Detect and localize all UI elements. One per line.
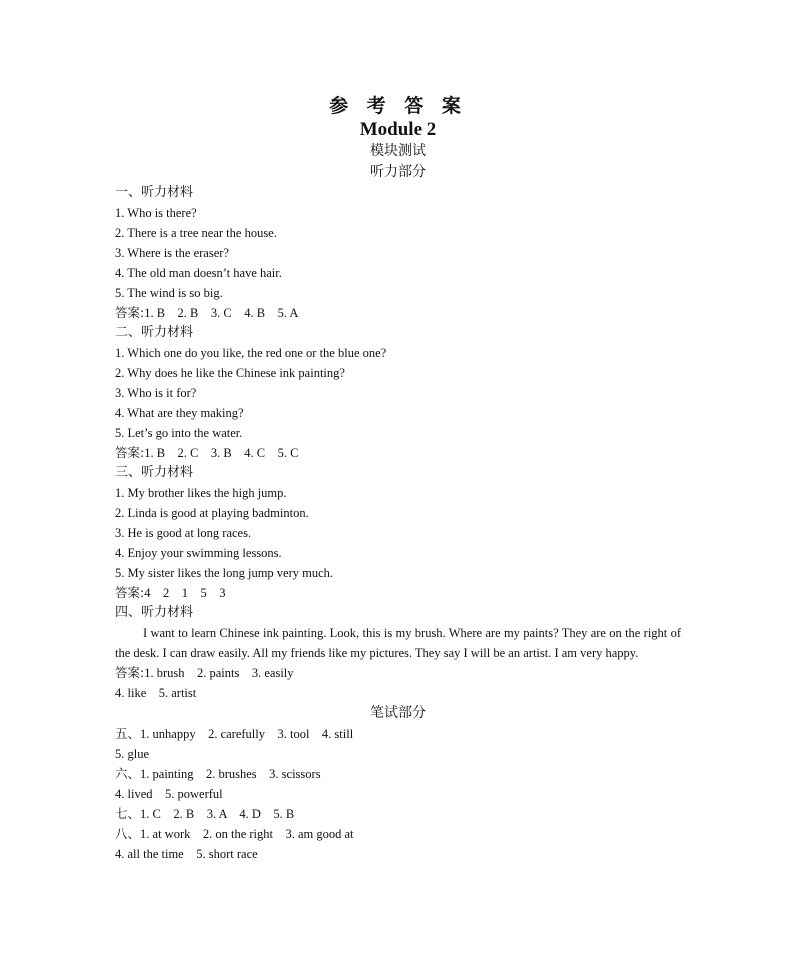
section-7-line-1 bbox=[115, 804, 681, 824]
section-5-answers: 1. unhappy 2. carefully 3. tool 4. still bbox=[140, 727, 354, 741]
module-heading: Module 2 bbox=[359, 119, 437, 140]
section-5-line-1 bbox=[115, 724, 681, 744]
answer-values: 4 2 1 5 3 bbox=[144, 586, 226, 600]
section-3-item-2: 2. Linda is good at playing badminton. bbox=[115, 506, 309, 520]
section-1-item-4: 4. The old man doesn’t have hair. bbox=[115, 266, 282, 280]
section-2-item-4: 4. What are they making? bbox=[115, 406, 244, 420]
section-3-answer bbox=[115, 583, 681, 603]
section-6-line-2: 4. lived 5. powerful bbox=[115, 787, 223, 801]
section-1-item-2: 2. There is a tree near the house. bbox=[115, 226, 277, 240]
section-4-passage: I want to learn Chinese ink painting. Look, this is my brush. Where are my paints? They are on the right of the desk. I can draw easily. All my friends like my pictures. They say I will be an artist. I am very happy. bbox=[115, 626, 681, 660]
answer-label: 答案: bbox=[115, 665, 145, 680]
answer-label: 答案: bbox=[115, 445, 145, 460]
section-8-line-1 bbox=[115, 824, 681, 844]
section-2-item-1: 1. Which one do you like, the red one or the blue one? bbox=[115, 346, 387, 360]
section-7-label: 七、 bbox=[115, 806, 141, 821]
answer-key-content bbox=[115, 93, 681, 864]
section-8-answers: 1. at work 2. on the right 3. am good at bbox=[140, 827, 354, 841]
section-7-answers: 1. C 2. B 3. A 4. D 5. B bbox=[140, 807, 295, 821]
section-2-item-5: 5. Let’s go into the water. bbox=[115, 426, 243, 440]
answer-label: 答案: bbox=[115, 305, 145, 320]
section-1-item-3: 3. Where is the eraser? bbox=[115, 246, 229, 260]
section-1-answer bbox=[115, 303, 681, 323]
section-3-heading: 三、听力材料 bbox=[115, 465, 194, 480]
test-subtitle: 模块测试 bbox=[370, 143, 426, 159]
section-4-answer-line-1 bbox=[115, 663, 681, 683]
listening-part-heading: 听力部分 bbox=[370, 164, 426, 180]
section-8-line-2: 4. all the time 5. short race bbox=[115, 847, 258, 861]
section-6-label: 六、 bbox=[115, 766, 141, 781]
section-3-item-3: 3. He is good at long races. bbox=[115, 526, 252, 540]
section-2-heading: 二、听力材料 bbox=[115, 325, 194, 340]
section-6-answers: 1. painting 2. brushes 3. scissors bbox=[140, 767, 321, 781]
section-8-label: 八、 bbox=[115, 826, 141, 841]
section-1-item-1: 1. Who is there? bbox=[115, 206, 197, 220]
section-1-item-5: 5. The wind is so big. bbox=[115, 286, 223, 300]
section-1-heading: 一、听力材料 bbox=[115, 185, 194, 200]
section-5-label: 五、 bbox=[115, 726, 141, 741]
page-title: 参 考 答 案 bbox=[329, 95, 467, 117]
section-3-item-5: 5. My sister likes the long jump very much. bbox=[115, 566, 334, 580]
answer-values: 1. B 2. C 3. B 4. C 5. C bbox=[144, 446, 299, 460]
answer-values: 1. B 2. B 3. C 4. B 5. A bbox=[144, 306, 299, 320]
section-2-item-3: 3. Who is it for? bbox=[115, 386, 197, 400]
section-4-answer-line-2: 4. like 5. artist bbox=[115, 686, 197, 700]
section-6-line-1 bbox=[115, 764, 681, 784]
section-2-item-2: 2. Why does he like the Chinese ink painting? bbox=[115, 366, 345, 380]
section-3-item-1: 1. My brother likes the high jump. bbox=[115, 486, 287, 500]
answer-label: 答案: bbox=[115, 585, 145, 600]
answer-values: 1. brush 2. paints 3. easily bbox=[144, 666, 294, 680]
section-5-line-2: 5. glue bbox=[115, 747, 150, 761]
written-part-heading: 笔试部分 bbox=[370, 705, 426, 721]
section-3-item-4: 4. Enjoy your swimming lessons. bbox=[115, 546, 282, 560]
section-2-answer bbox=[115, 443, 681, 463]
section-4-heading: 四、听力材料 bbox=[115, 605, 194, 620]
